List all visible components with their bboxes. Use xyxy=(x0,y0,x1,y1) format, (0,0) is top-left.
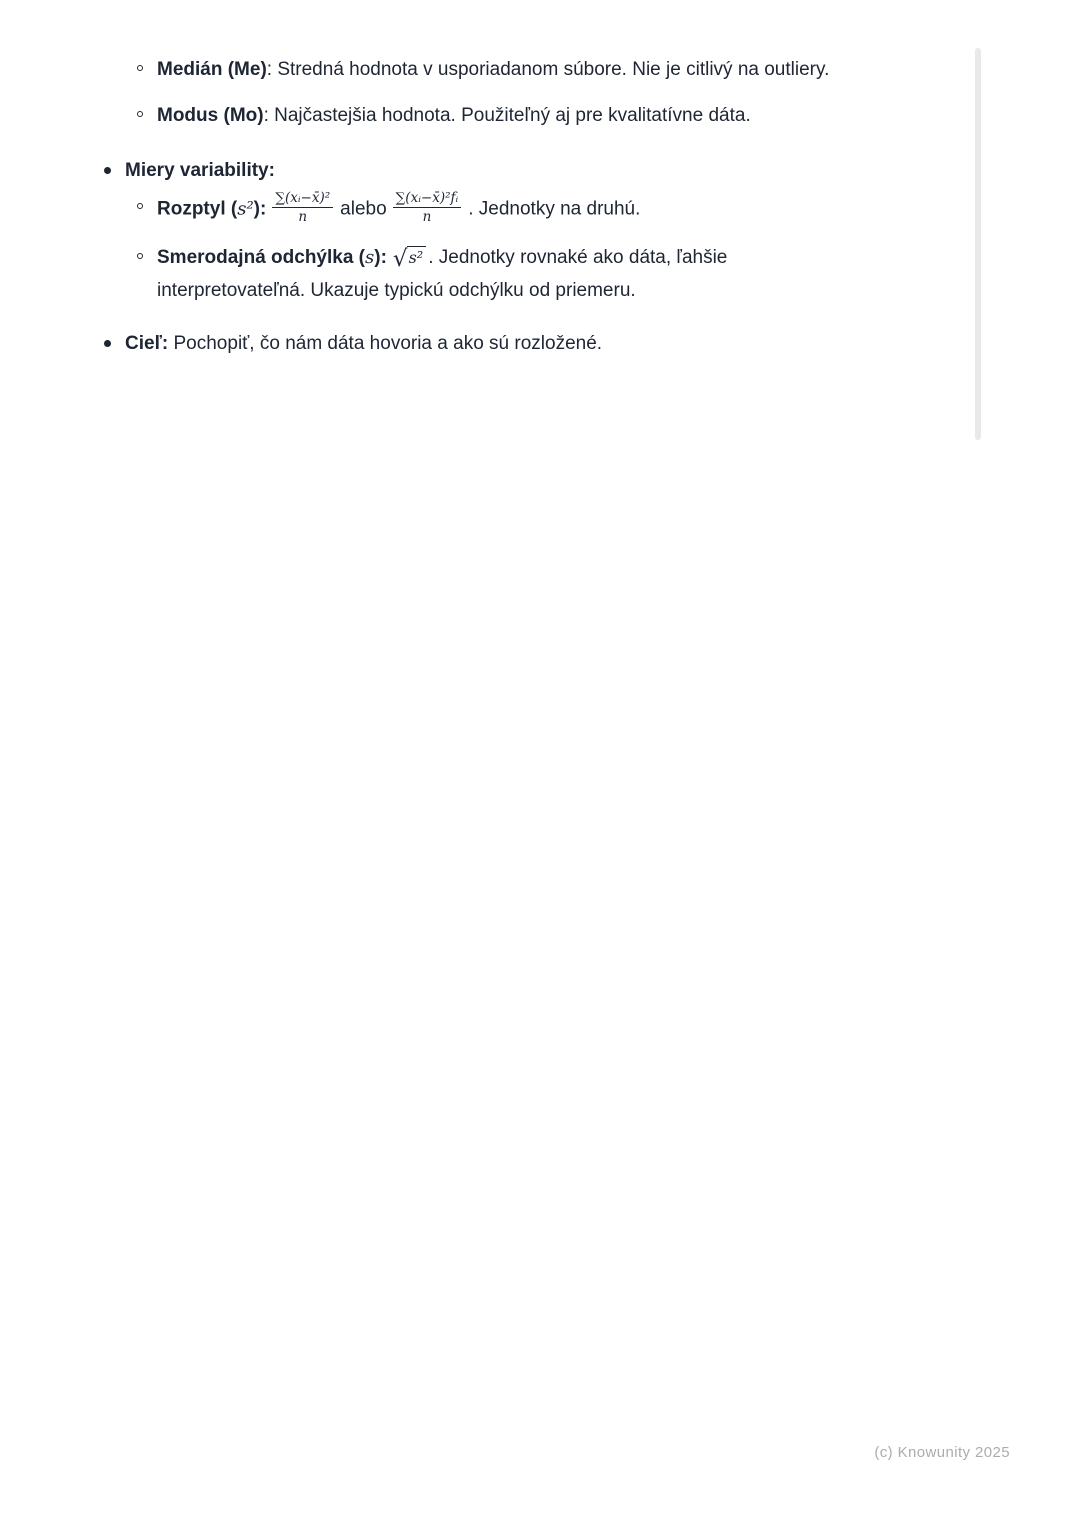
list-item-rozptyl xyxy=(137,192,863,227)
fraction-variance xyxy=(272,190,333,225)
list-item-text xyxy=(157,192,833,227)
desc-modus: : Najčastejšia hodnota. Použiteľný aj pre kvalitatívne dáta. xyxy=(263,105,751,126)
radical-sign-icon: √ xyxy=(392,246,407,273)
list-item-modus xyxy=(137,100,863,131)
desc-smerodajna: . Jednotky rovnaké ako dáta, ľahšie interpretovateľná. Ukazuje typickú odchýlku od priemeru. xyxy=(157,247,728,302)
variability-heading: Miery variability: xyxy=(125,160,275,181)
circle-bullet-icon xyxy=(137,111,143,117)
term-rozptyl-post: ): xyxy=(253,198,267,220)
term-modus: Modus (Mo) xyxy=(157,105,264,126)
notes-content xyxy=(103,54,863,373)
circle-bullet-icon xyxy=(137,65,143,71)
term-median: Medián (Me) xyxy=(157,59,267,80)
list-item-variability-heading xyxy=(103,155,863,186)
desc-rozptyl: . Jednotky na druhú. xyxy=(468,198,641,220)
fraction-variance-weighted xyxy=(393,190,462,225)
list-item-text xyxy=(157,100,833,131)
sublist-variability xyxy=(137,192,863,306)
circle-bullet-icon xyxy=(137,253,143,259)
math-var-s: s xyxy=(365,247,375,269)
scrollbar-thumb[interactable] xyxy=(975,48,981,440)
desc-median: : Stredná hodnota v usporiadanom súbore. Nie je citlivý na outliery. xyxy=(266,59,830,80)
radicand-s-squared: s² xyxy=(407,246,427,267)
disc-bullet-icon xyxy=(104,167,111,174)
list-item-smerodajna xyxy=(137,242,863,306)
list-item-text xyxy=(157,54,833,85)
list-item-text xyxy=(157,242,833,306)
term-goal: Cieľ: xyxy=(125,333,169,355)
list-item-goal xyxy=(103,328,863,359)
sqrt-expression xyxy=(392,246,426,273)
term-smerodajna-post: ): xyxy=(374,247,387,269)
fraction-numerator: ∑(xᵢ−x̄)²fᵢ xyxy=(393,190,462,208)
sublist-central-tendency xyxy=(137,54,863,131)
term-rozptyl-pre: Rozptyl ( xyxy=(157,198,238,220)
desc-goal: Pochopiť, čo nám dáta hovoria a ako sú rozložené. xyxy=(168,333,603,355)
list-item-median xyxy=(137,54,863,85)
footer-copyright: (c) Knowunity 2025 xyxy=(874,1444,1010,1461)
disc-bullet-icon xyxy=(104,340,111,347)
fraction-denominator: n xyxy=(422,209,432,226)
circle-bullet-icon xyxy=(137,203,143,209)
connector-alebo: alebo xyxy=(340,198,387,220)
fraction-denominator: n xyxy=(298,209,308,226)
fraction-numerator: ∑(xᵢ−x̄)² xyxy=(272,190,333,208)
term-smerodajna-pre: Smerodajná odchýlka ( xyxy=(157,247,366,269)
math-var-s-squared: s² xyxy=(237,198,254,220)
